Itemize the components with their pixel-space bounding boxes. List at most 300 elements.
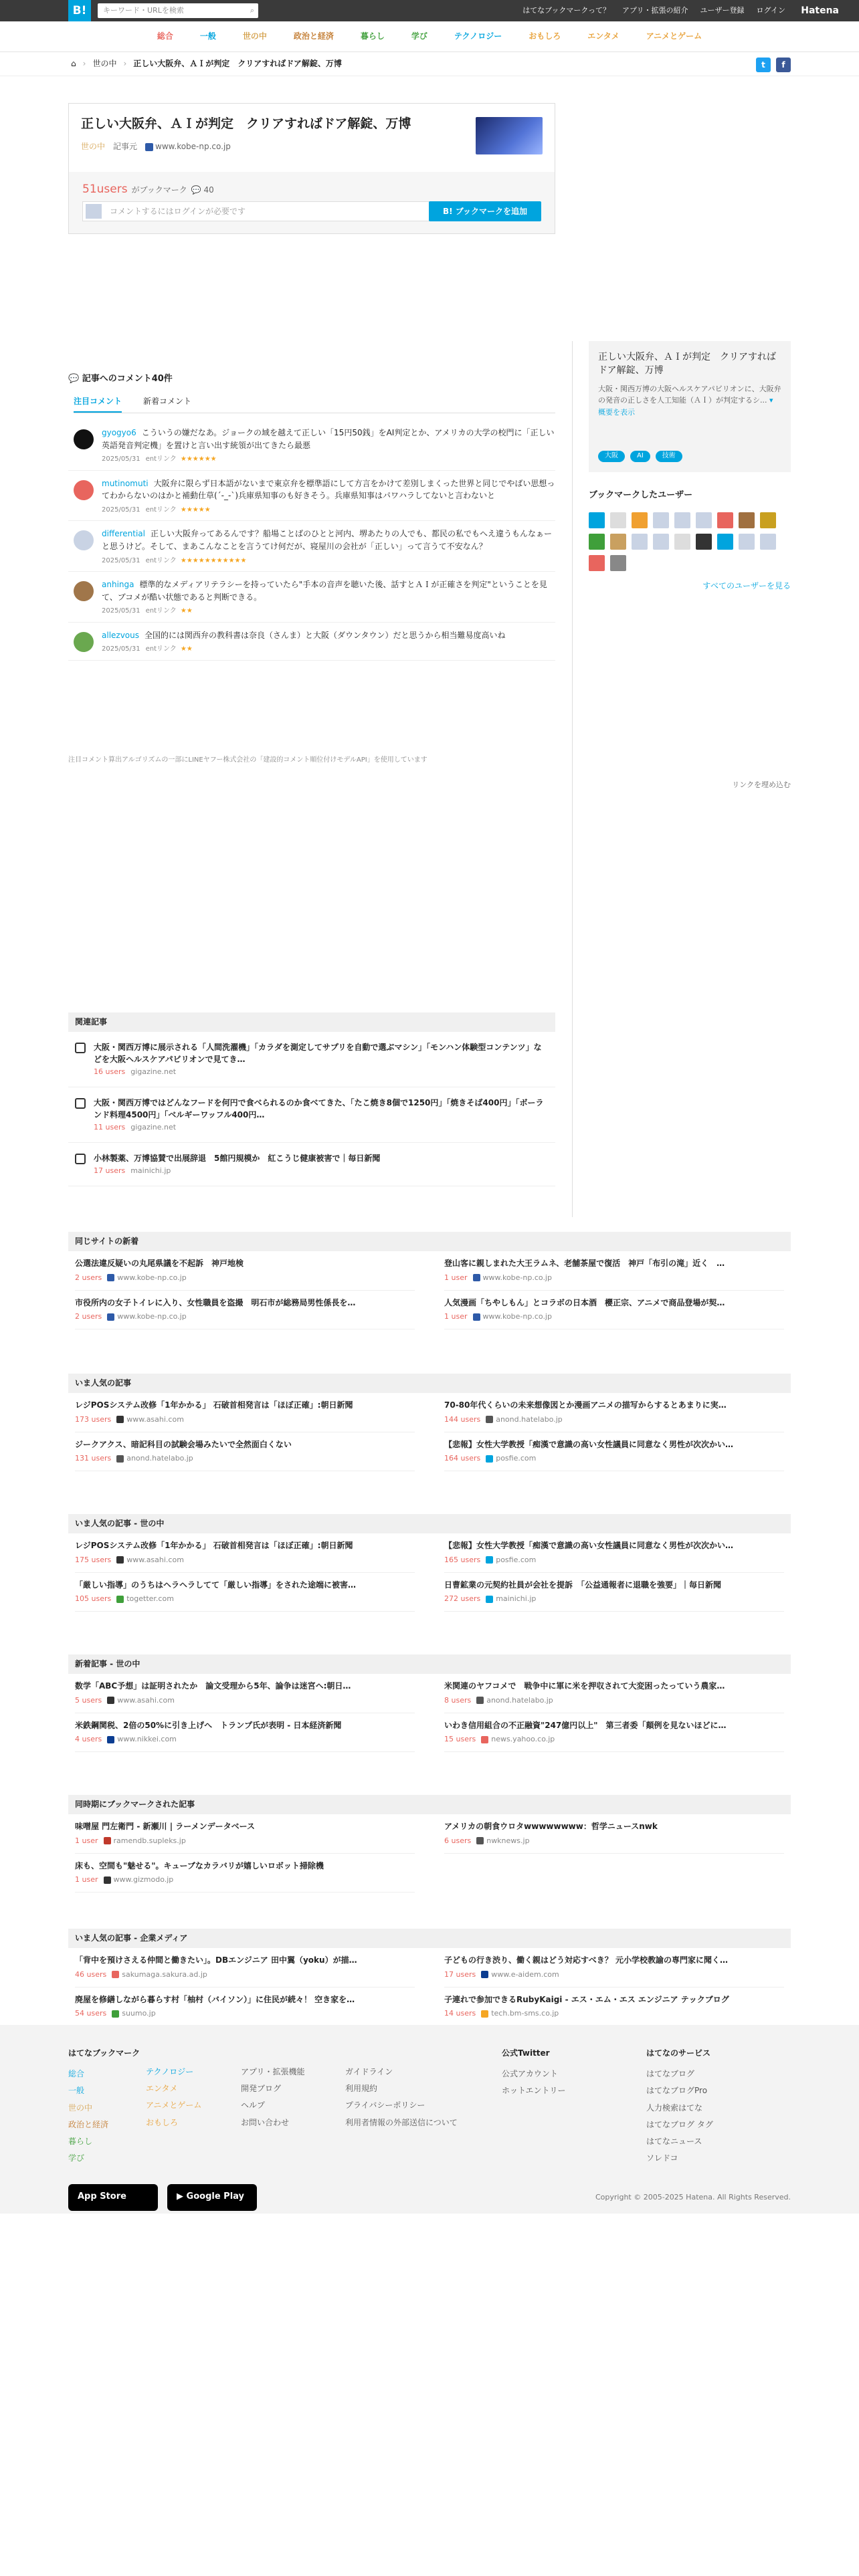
article-title[interactable]: 「厳しい指導」のうちはヘラヘラしてて「厳しい指導」をされた途端に被害… bbox=[75, 1580, 357, 1590]
article-domain[interactable]: www.kobe-np.co.jp bbox=[117, 1312, 187, 1321]
tab-popular[interactable]: 注目コメント bbox=[74, 396, 122, 413]
about-link[interactable]: はてなブックマークって？ bbox=[522, 6, 610, 15]
article-title[interactable]: 公選法違反疑いの丸尾県議を不起訴 神戸地検 bbox=[75, 1259, 244, 1269]
footer-link[interactable]: ソレドコ bbox=[646, 2153, 678, 2163]
site-favicon-icon bbox=[476, 1837, 484, 1844]
comment-date: 2025/05/31 bbox=[102, 556, 140, 564]
user-avatar[interactable] bbox=[696, 534, 712, 550]
bookmark-users-grid bbox=[589, 512, 791, 571]
avatar[interactable] bbox=[74, 530, 94, 550]
footer-link[interactable]: アニメとゲーム bbox=[146, 2101, 202, 2111]
breadcrumb: ⌂ › 世の中 › 正しい大阪弁、ＡＩが判定 クリアすればドア解錠、万博 bbox=[71, 58, 342, 70]
comment-link[interactable]: entリンク bbox=[145, 506, 177, 514]
article-users[interactable]: 1 user bbox=[444, 1312, 468, 1321]
article-meta bbox=[75, 1453, 415, 1464]
article-users[interactable]: 17 users bbox=[444, 1969, 476, 1979]
avatar[interactable] bbox=[74, 632, 94, 652]
article-title[interactable]: 登山客に親しまれた大王ラムネ、老舗茶屋で復活 神戸「布引の滝」近く … bbox=[444, 1259, 725, 1269]
article-item[interactable] bbox=[75, 1713, 415, 1752]
article-users[interactable]: 5 users bbox=[75, 1695, 102, 1705]
article-item[interactable] bbox=[75, 1533, 415, 1572]
article-title[interactable]: 米関連のヤフコメで 戦争中に軍に米を押収されて大変困ったっていう農家… bbox=[444, 1681, 725, 1691]
article-section bbox=[68, 1374, 791, 1471]
tag[interactable]: 技術 bbox=[656, 451, 682, 462]
section-grid bbox=[68, 1393, 791, 1471]
comment-meta bbox=[102, 606, 555, 617]
home-icon[interactable]: ⌂ bbox=[71, 59, 76, 68]
column-divider bbox=[572, 341, 573, 1217]
google-play-button[interactable]: ▶ Google Play bbox=[167, 2184, 257, 2211]
footer-link[interactable]: アプリ・拡張機能 bbox=[241, 2067, 305, 2076]
comment-algorithm-note: 注目コメント算出アルゴリズムの一部にLINEヤフー株式会社の「建設的コメント順位付けモデルAPI」を使用しています bbox=[68, 756, 427, 764]
article-users[interactable]: 1 user bbox=[75, 1836, 98, 1845]
article-users[interactable]: 6 users bbox=[444, 1836, 472, 1845]
article-users[interactable]: 173 users bbox=[75, 1414, 112, 1424]
footer-link[interactable]: 公式アカウント bbox=[502, 2069, 558, 2079]
article-title[interactable]: 【悲報】女性大学教授「痴漢で意識の高い女性議員に同意なく男性が次次かい… bbox=[444, 1541, 734, 1551]
article-item[interactable] bbox=[444, 1948, 784, 1987]
user-avatar[interactable] bbox=[653, 512, 669, 528]
article-item[interactable] bbox=[75, 1948, 415, 1987]
section-grid bbox=[68, 1948, 791, 2026]
article-domain[interactable]: nwknews.jp bbox=[486, 1836, 530, 1845]
footer-link[interactable]: プライバシーポリシー bbox=[345, 2101, 425, 2111]
comment-tabs bbox=[74, 396, 555, 413]
avatar[interactable] bbox=[74, 480, 94, 500]
footer-link[interactable]: ホットエントリー bbox=[502, 2086, 566, 2096]
comment-link[interactable]: entリンク bbox=[145, 645, 177, 653]
footer-link[interactable]: ヘルプ bbox=[241, 2101, 266, 2111]
article-domain[interactable]: sakumaga.sakura.ad.jp bbox=[122, 1969, 207, 1979]
section-heading: いま人気の記事 - 企業メディア bbox=[68, 1929, 791, 1948]
related-domain[interactable]: gigazine.net bbox=[130, 1067, 177, 1077]
comment-date: 2025/05/31 bbox=[102, 506, 140, 514]
article-item[interactable] bbox=[444, 1533, 784, 1572]
footer-link[interactable]: 利用規約 bbox=[345, 2084, 378, 2094]
user-avatar[interactable] bbox=[632, 512, 648, 528]
article-title[interactable]: 数学「ABC予想」は証明されたか 論文受理から5年、論争は迷宮へ:朝日… bbox=[75, 1681, 351, 1691]
user-avatar[interactable] bbox=[589, 512, 605, 528]
user-avatar[interactable] bbox=[610, 534, 626, 550]
article-title[interactable]: アメリカの朝食ウロタwwwwwwww：哲学ニュースnwk bbox=[444, 1822, 658, 1832]
nav-item[interactable]: アニメとゲーム bbox=[646, 31, 702, 41]
user-avatar[interactable] bbox=[739, 534, 755, 550]
article-item[interactable] bbox=[75, 1988, 415, 2026]
comment-stars[interactable]: ★★ bbox=[180, 607, 193, 615]
site-favicon-icon bbox=[104, 1837, 111, 1844]
article-users[interactable]: 164 users bbox=[444, 1454, 481, 1463]
nav-item[interactable]: 世の中 bbox=[242, 31, 267, 41]
article-item[interactable] bbox=[444, 1573, 784, 1612]
article-title[interactable]: いわき信用組合の不正融資"247億円以上" 第三者委「顛例を見ないほどに… bbox=[444, 1720, 727, 1730]
comment-item bbox=[68, 521, 555, 572]
comment-link[interactable]: entリンク bbox=[145, 455, 177, 463]
user-avatar[interactable] bbox=[653, 534, 669, 550]
comment-stars[interactable]: ★★★★★★★★★★★ bbox=[180, 556, 247, 564]
site-favicon-icon bbox=[116, 1556, 124, 1564]
comment-date: 2025/05/31 bbox=[102, 645, 140, 653]
related-article-icon bbox=[75, 1098, 86, 1109]
related-title[interactable]: 大阪・関西万博ではどんなフードを何円で食べられるのか食べてきた、「たこ焼き8個で1250円」「焼きそば400円」「ボーランド料理4500円」「ベルギーワッフル400円… bbox=[94, 1098, 544, 1120]
article-meta bbox=[75, 1273, 415, 1283]
user-avatar[interactable] bbox=[610, 555, 626, 571]
nav-item[interactable]: エンタメ bbox=[587, 31, 619, 41]
article-domain[interactable]: posfie.com bbox=[496, 1454, 537, 1463]
related-domain[interactable]: gigazine.net bbox=[130, 1123, 177, 1132]
article-meta bbox=[75, 1734, 415, 1745]
nav-item[interactable]: 学び bbox=[411, 31, 427, 41]
footer-link[interactable]: はてなブログ タグ bbox=[646, 2119, 713, 2129]
search-icon[interactable]: ⌕ bbox=[250, 6, 254, 15]
article-domain[interactable]: ramendb.supleks.jp bbox=[113, 1836, 186, 1845]
comment-body bbox=[102, 477, 555, 516]
footer-link[interactable]: 政治と経済 bbox=[68, 2119, 109, 2129]
article-item[interactable] bbox=[444, 1988, 784, 2026]
footer-link[interactable]: お問い合わせ bbox=[241, 2117, 290, 2127]
user-avatar[interactable] bbox=[674, 512, 690, 528]
article-users[interactable]: 175 users bbox=[75, 1555, 112, 1564]
article-meta bbox=[444, 1695, 784, 1706]
register-link[interactable]: ユーザー登録 bbox=[700, 6, 745, 15]
comment-item bbox=[68, 420, 555, 471]
article-users[interactable]: 8 users bbox=[444, 1695, 472, 1705]
article-section bbox=[68, 1514, 791, 1612]
user-avatar[interactable] bbox=[717, 512, 733, 528]
footer-link[interactable]: ガイドライン bbox=[345, 2067, 393, 2076]
footer-link[interactable]: 開発ブログ bbox=[241, 2084, 282, 2094]
article-item[interactable] bbox=[444, 1291, 784, 1329]
related-meta bbox=[94, 1067, 549, 1077]
nav-item[interactable]: テクノロジー bbox=[454, 31, 502, 41]
category-nav bbox=[0, 21, 859, 52]
article-users[interactable]: 144 users bbox=[444, 1414, 481, 1424]
article-users[interactable]: 2 users bbox=[75, 1312, 102, 1321]
site-favicon-icon bbox=[116, 1455, 124, 1463]
related-article-icon bbox=[75, 1043, 86, 1053]
search-input[interactable] bbox=[98, 3, 258, 18]
article-domain[interactable]: www.gizmodo.jp bbox=[113, 1875, 174, 1885]
article-title[interactable]: ジークアクス、暗記科目の試験会場みたいで全然面白くない bbox=[75, 1439, 292, 1449]
entry-category[interactable]: 世の中 bbox=[81, 142, 106, 151]
article-users[interactable]: 165 users bbox=[444, 1555, 481, 1564]
article-title[interactable]: 人気漫画「ちやしもん」とコラボの日本酒 櫻正宗、アニメで商品登場が契… bbox=[444, 1297, 725, 1307]
user-avatar[interactable] bbox=[696, 512, 712, 528]
app-store-button[interactable]: App Store bbox=[68, 2184, 158, 2211]
comments-heading: 💬 記事へのコメント40件 bbox=[68, 374, 173, 384]
footer-link[interactable]: テクノロジー bbox=[146, 2067, 194, 2076]
comment-text: 全国的には関西弁の教科書は奈良（さんま）と大阪（ダウンタウン）だと思うから相当難易度高いね bbox=[145, 630, 506, 640]
footer-col-policy bbox=[345, 2064, 458, 2131]
article-users[interactable]: 1 user bbox=[75, 1875, 98, 1885]
article-domain[interactable]: anond.hatelabo.jp bbox=[486, 1695, 553, 1705]
article-domain[interactable]: www.e-aidem.com bbox=[491, 1969, 559, 1979]
nav-item[interactable]: おもしろ bbox=[529, 31, 561, 41]
footer-link[interactable]: はてなブログPro bbox=[646, 2086, 708, 2096]
tab-new[interactable]: 新着コメント bbox=[143, 397, 192, 406]
article-item[interactable] bbox=[75, 1432, 415, 1471]
login-link[interactable]: ログイン bbox=[756, 6, 785, 15]
article-item[interactable] bbox=[444, 1674, 784, 1713]
footer-col-categories-2 bbox=[146, 2064, 201, 2131]
site-favicon-icon bbox=[116, 1596, 124, 1603]
comment-user[interactable]: differential bbox=[102, 529, 145, 539]
related-article-icon bbox=[75, 1154, 86, 1164]
article-users[interactable]: 15 users bbox=[444, 1735, 476, 1744]
summary-more-link[interactable]: ▾ 概要を表示 bbox=[598, 396, 773, 417]
user-avatar[interactable] bbox=[717, 534, 733, 550]
article-meta bbox=[444, 1273, 784, 1283]
article-meta bbox=[75, 2008, 415, 2019]
article-domain[interactable]: www.kobe-np.co.jp bbox=[482, 1273, 552, 1282]
footer bbox=[0, 2025, 859, 2214]
article-domain[interactable]: mainichi.jp bbox=[496, 1594, 537, 1604]
section-heading: 同時期にブックマークされた記事 bbox=[68, 1795, 791, 1814]
user-avatar[interactable] bbox=[739, 512, 755, 528]
avatar[interactable] bbox=[74, 429, 94, 449]
article-title[interactable]: レジPOSシステム改修「1年かかる」 石破首相発言は「ほぼ正確」:朝日新聞 bbox=[75, 1541, 353, 1551]
site-favicon-icon bbox=[107, 1736, 114, 1743]
article-meta bbox=[444, 1969, 784, 1980]
article-domain[interactable]: posfie.com bbox=[496, 1555, 537, 1564]
footer-link[interactable]: はてなニュース bbox=[646, 2136, 702, 2146]
footer-link[interactable]: 利用者情報の外部送信について bbox=[345, 2117, 458, 2127]
comment-body bbox=[102, 427, 555, 465]
article-meta bbox=[75, 1695, 415, 1706]
article-meta bbox=[444, 1453, 784, 1464]
article-domain[interactable]: www.asahi.com bbox=[126, 1414, 184, 1424]
related-meta bbox=[94, 1166, 380, 1176]
article-title[interactable]: 市役所内の女子トイレに入り、女性職員を盗撮 明石市が総務局男性係長を… bbox=[75, 1297, 356, 1307]
site-favicon-icon bbox=[481, 1971, 488, 1978]
article-domain[interactable]: anond.hatelabo.jp bbox=[496, 1414, 563, 1424]
comment-user[interactable]: mutinomuti bbox=[102, 478, 149, 488]
footer-link[interactable]: 学び bbox=[68, 2153, 85, 2163]
bookmark-bar bbox=[69, 172, 555, 233]
embed-link[interactable]: リンクを埋め込む bbox=[732, 780, 791, 789]
section-grid bbox=[68, 1251, 791, 1329]
entry-box bbox=[68, 103, 555, 234]
article-domain[interactable]: togetter.com bbox=[126, 1594, 174, 1604]
user-avatar[interactable] bbox=[610, 512, 626, 528]
facebook-share-icon[interactable]: f bbox=[776, 58, 791, 72]
comment-text: 大阪弁に限らず日本語がないまで東京弁を標準語にして方言をかけて差別しまくった世界と同じでやばい思想ってわからないのはかと補動仕草(´-_-`)兵庫県知事のも好きそう。兵庫県知事はパワハラしてないと言わないと bbox=[102, 478, 555, 501]
article-meta bbox=[444, 1555, 784, 1566]
article-users[interactable]: 54 users bbox=[75, 2009, 107, 2018]
footer-link[interactable]: 世の中 bbox=[68, 2103, 93, 2113]
site-favicon-icon bbox=[112, 2010, 119, 2018]
comment-link[interactable]: entリンク bbox=[145, 556, 177, 564]
apps-link[interactable]: アプリ・拡張の紹介 bbox=[622, 6, 688, 15]
share-buttons bbox=[756, 58, 791, 72]
article-title[interactable]: 「背中を預けさえる仲間と働きたい」。DBエンジニア 田中翼（yoku）が描… bbox=[75, 1955, 357, 1965]
entry-title[interactable]: 正しい大阪弁、ＡＩが判定 クリアすればドア解錠、万博 bbox=[81, 116, 411, 131]
article-users[interactable]: 46 users bbox=[75, 1969, 107, 1979]
article-item[interactable] bbox=[444, 1814, 784, 1853]
comment-user[interactable]: allezvous bbox=[102, 630, 140, 640]
entry-meta bbox=[81, 141, 231, 152]
nav-item[interactable]: 総合 bbox=[157, 31, 173, 41]
hatena-bookmark-logo[interactable]: B! bbox=[68, 0, 91, 21]
user-avatar[interactable] bbox=[589, 534, 605, 550]
comment-item bbox=[68, 471, 555, 522]
article-title[interactable]: 70-80年代くらいの未来想像図とか漫画アニメの描写からするとあまりに実… bbox=[444, 1400, 727, 1410]
footer-link[interactable]: 暮らし bbox=[68, 2136, 93, 2146]
article-meta bbox=[75, 1311, 415, 1322]
entry-thumbnail[interactable] bbox=[476, 117, 543, 154]
article-meta bbox=[444, 1734, 784, 1745]
article-meta bbox=[444, 1414, 784, 1425]
article-section bbox=[68, 1929, 791, 2026]
related-users[interactable]: 11 users bbox=[94, 1123, 126, 1132]
article-meta bbox=[444, 1836, 784, 1846]
article-item[interactable] bbox=[75, 1251, 415, 1290]
article-users[interactable]: 1 user bbox=[444, 1273, 468, 1282]
comment-item bbox=[68, 623, 555, 661]
site-favicon-icon bbox=[473, 1274, 480, 1281]
related-item[interactable] bbox=[68, 1143, 555, 1186]
article-domain[interactable]: suumo.jp bbox=[122, 2009, 156, 2018]
article-meta bbox=[75, 1414, 415, 1425]
article-item[interactable] bbox=[75, 1674, 415, 1713]
article-domain[interactable]: www.asahi.com bbox=[126, 1555, 184, 1564]
copyright: Copyright © 2005-2025 Hatena. All Rights Reserved. bbox=[595, 2193, 791, 2202]
add-bookmark-button[interactable]: B! ブックマークを追加 bbox=[429, 201, 541, 221]
article-title[interactable]: 米鉄鋼関税、2倍の50%に引き上げへ トランプ氏が表明 - 日本経済新聞 bbox=[75, 1720, 342, 1730]
footer-link[interactable]: 総合 bbox=[68, 2069, 85, 2079]
breadcrumb-category[interactable]: 世の中 bbox=[92, 59, 117, 68]
comment-link[interactable]: entリンク bbox=[145, 607, 177, 615]
site-favicon-icon bbox=[476, 1697, 484, 1704]
bookmark-count[interactable]: 51users がブックマーク 💬 40 bbox=[82, 183, 214, 196]
comment-stars[interactable]: ★★★★★ bbox=[180, 506, 211, 514]
site-favicon-icon bbox=[107, 1697, 114, 1704]
site-favicon-icon bbox=[481, 2010, 488, 2018]
comment-icon: 💬 40 bbox=[191, 185, 214, 195]
comment-item bbox=[68, 572, 555, 623]
comment-meta bbox=[102, 644, 555, 655]
footer-link[interactable]: 人力検索はてな bbox=[646, 2103, 703, 2113]
footer-link[interactable]: おもしろ bbox=[146, 2117, 179, 2127]
user-avatar[interactable] bbox=[632, 534, 648, 550]
article-item[interactable] bbox=[75, 1393, 415, 1432]
comment-text: 正しい大阪弁ってあるんです？船場ことばのひとと河内、堺あたりの人でも、都民の私でもへえ違うもんなぁーと思うけど。そして、まあこんなことを言うてけ何だが、寝屋川の会社が「正しい」って言うて不安なん？ bbox=[102, 529, 553, 551]
article-domain[interactable]: news.yahoo.co.jp bbox=[491, 1735, 555, 1744]
article-domain[interactable]: tech.bm-sms.co.jp bbox=[491, 2009, 559, 2018]
tag-list bbox=[598, 451, 682, 462]
user-avatar[interactable] bbox=[589, 555, 605, 571]
twitter-share-icon[interactable]: t bbox=[756, 58, 771, 72]
article-section bbox=[68, 1654, 791, 1752]
article-title[interactable]: 廃屋を修繕しながら暮らす村「柚村（バイソン）」に住民が続々！ 空き家を… bbox=[75, 1994, 355, 2004]
user-avatar[interactable] bbox=[760, 512, 776, 528]
comment-text: こういうの嫌だなあ。ジョークの域を越えて正しい「15円50銭」をAI判定とか、アメリカの大学の校門に「正しい英語発音判定機」を置けと言い出す統領が出てきたら最悪 bbox=[102, 428, 555, 450]
comment-user[interactable]: anhinga bbox=[102, 580, 134, 590]
tag[interactable]: AI bbox=[630, 451, 650, 462]
article-meta bbox=[75, 1836, 415, 1846]
footer-link[interactable]: はてなブログ bbox=[646, 2069, 695, 2079]
related-item[interactable] bbox=[68, 1032, 555, 1087]
article-meta bbox=[75, 1555, 415, 1566]
article-item[interactable] bbox=[444, 1713, 784, 1752]
section-heading: 新着記事 - 世の中 bbox=[68, 1654, 791, 1674]
tag[interactable]: 大阪 bbox=[598, 451, 625, 462]
bookmark-users-title: ブックマークしたユーザー bbox=[589, 490, 693, 500]
site-favicon-icon bbox=[486, 1416, 493, 1423]
all-users-link[interactable]: すべてのユーザーを見る bbox=[702, 581, 791, 591]
section-grid bbox=[68, 1814, 791, 1893]
comment-user[interactable]: gyogyo6 bbox=[102, 428, 136, 437]
related-item[interactable] bbox=[68, 1087, 555, 1143]
related-domain[interactable]: mainichi.jp bbox=[130, 1166, 171, 1176]
article-title[interactable]: 子連れで参加できるRubyKaigi - エス・エム・エス エンジニア テックブログ bbox=[444, 1994, 729, 2004]
hatena-brand[interactable]: Hatena bbox=[801, 5, 839, 16]
nav-item[interactable]: 政治と経済 bbox=[293, 31, 334, 41]
article-users[interactable]: 105 users bbox=[75, 1594, 112, 1604]
comment-input[interactable]: コメントするにはログインが必要です bbox=[82, 201, 430, 221]
nav-item[interactable]: 暮らし bbox=[360, 31, 385, 41]
article-title[interactable]: 子どもの行き渋り、働く親はどう対応すべき？ 元小学校教諭の専門家に聞く… bbox=[444, 1955, 728, 1965]
article-domain[interactable]: www.kobe-np.co.jp bbox=[482, 1312, 552, 1321]
comment-meta bbox=[102, 505, 555, 516]
search-placeholder: キーワード・URLを検索 bbox=[103, 6, 184, 15]
article-title[interactable]: 【悲報】女性大学教授「痴漢で意識の高い女性議員に同意なく男性が次次かい… bbox=[444, 1439, 734, 1449]
article-domain[interactable]: www.asahi.com bbox=[117, 1695, 175, 1705]
comment-stars[interactable]: ★★★★★★ bbox=[180, 455, 217, 463]
article-users[interactable]: 131 users bbox=[75, 1454, 112, 1463]
nav-item[interactable]: 一般 bbox=[199, 31, 216, 41]
article-title[interactable]: 床も、空間も"魅せる"。キューブなカラバリが嬉しいロボット掃除機 bbox=[75, 1860, 324, 1870]
article-domain[interactable]: anond.hatelabo.jp bbox=[126, 1454, 193, 1463]
article-users[interactable]: 14 users bbox=[444, 2009, 476, 2018]
article-item[interactable] bbox=[75, 1814, 415, 1853]
article-users[interactable]: 272 users bbox=[444, 1594, 481, 1604]
site-favicon-icon bbox=[486, 1596, 493, 1603]
article-domain[interactable]: www.kobe-np.co.jp bbox=[117, 1273, 187, 1282]
article-title[interactable]: 日曹鉱業の元契約社員が会社を提訴 「公益通報者に退職を強要」｜毎日新聞 bbox=[444, 1580, 722, 1590]
avatar[interactable] bbox=[74, 581, 94, 601]
related-title[interactable]: 小林製薬、万博協賛で出展辞退 5館円規模か 紅こうじ健康被害で｜毎日新聞 bbox=[94, 1154, 381, 1164]
article-users[interactable]: 2 users bbox=[75, 1273, 102, 1282]
comment-date: 2025/05/31 bbox=[102, 607, 140, 615]
avatar bbox=[86, 204, 102, 219]
article-item[interactable] bbox=[444, 1251, 784, 1290]
related-articles bbox=[68, 1012, 555, 1186]
user-avatar[interactable] bbox=[674, 534, 690, 550]
article-title[interactable]: レジPOSシステム改修「1年かかる」 石破首相発言は「ほぼ正確」:朝日新聞 bbox=[75, 1400, 353, 1410]
footer-link[interactable]: エンタメ bbox=[146, 2084, 178, 2094]
comment-body bbox=[102, 629, 555, 655]
related-users[interactable]: 17 users bbox=[94, 1166, 126, 1176]
related-title[interactable]: 大阪・関西万博に展示される「人間洗濯機」「カラダを測定してサプリを自動で選ぶマシン」「モンハン体験型コンテンツ」などを大阪ヘルスケアパビリオンで見てき… bbox=[94, 1043, 542, 1065]
footer-col-services: はてなのサービス はてなブログ はてなブログPro 人力検索はてな はてなブログ タグ はてなニュース ソレドコ bbox=[646, 2045, 713, 2167]
article-item[interactable] bbox=[75, 1854, 415, 1893]
breadcrumb-title: 正しい大阪弁、ＡＩが判定 クリアすればドア解錠、万博 bbox=[133, 59, 342, 68]
related-users[interactable]: 16 users bbox=[94, 1067, 126, 1077]
article-item[interactable] bbox=[444, 1432, 784, 1471]
entry-source-label: 記事元 bbox=[113, 142, 138, 151]
article-item[interactable] bbox=[444, 1393, 784, 1432]
article-item[interactable] bbox=[75, 1573, 415, 1612]
article-title[interactable]: 味噌屋 門左衛門 - 新瀬川 | ラーメンデータベース bbox=[75, 1822, 256, 1832]
related-meta bbox=[94, 1122, 549, 1133]
article-users[interactable]: 4 users bbox=[75, 1735, 102, 1744]
entry-domain[interactable]: www.kobe-np.co.jp bbox=[145, 141, 231, 152]
comment-stars[interactable]: ★★ bbox=[180, 645, 193, 653]
article-item[interactable] bbox=[75, 1291, 415, 1329]
article-domain[interactable]: www.nikkei.com bbox=[117, 1735, 177, 1744]
footer-link[interactable]: 一般 bbox=[68, 2086, 85, 2096]
user-avatar[interactable] bbox=[760, 534, 776, 550]
